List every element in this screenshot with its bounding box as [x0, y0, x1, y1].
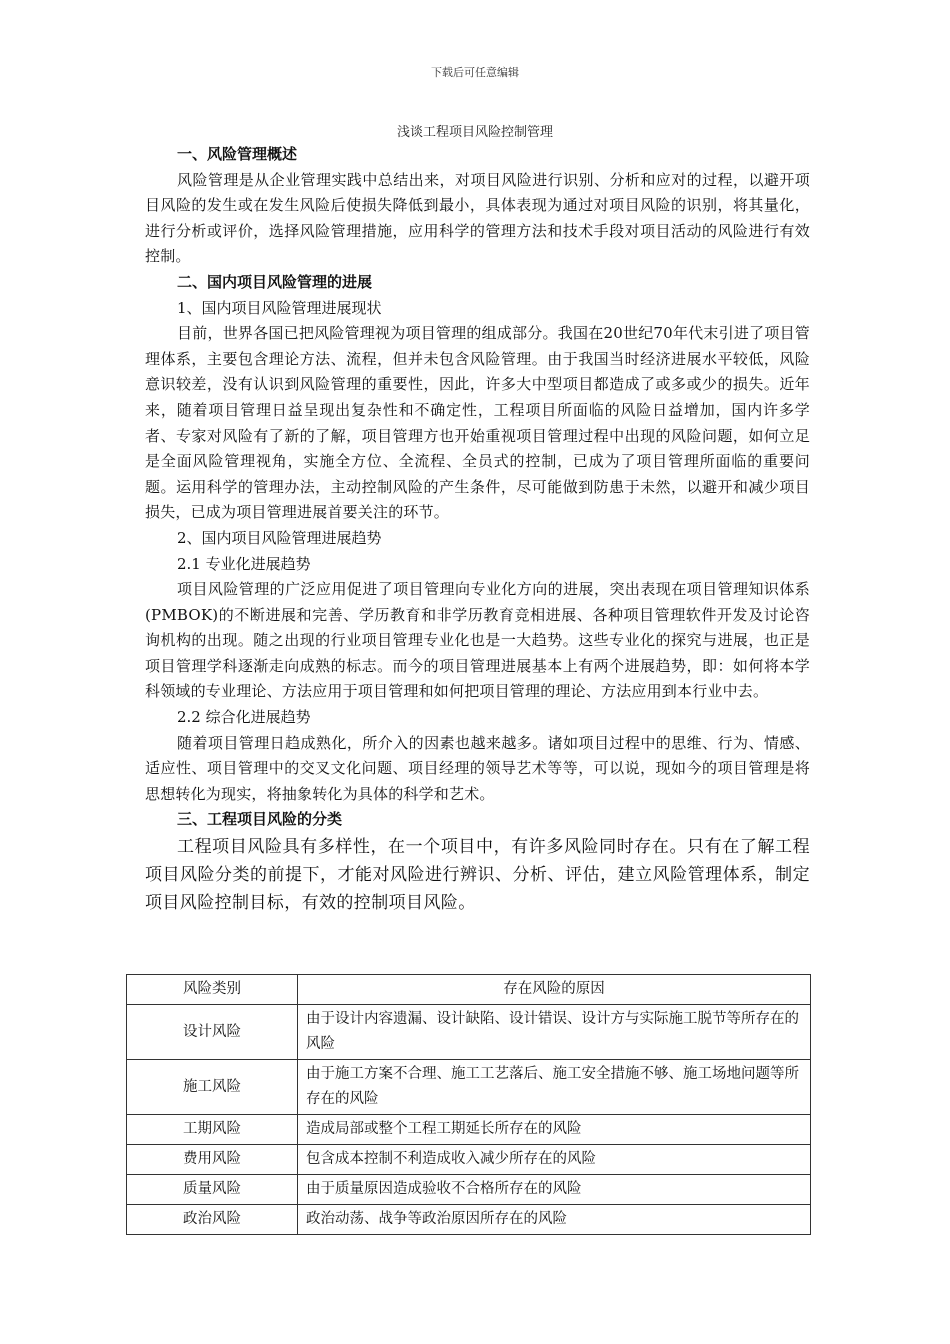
table-header-cell: 风险类别	[127, 975, 298, 1005]
table-cell-reason: 包含成本控制不利造成收入减少所存在的风险	[298, 1145, 811, 1175]
table-row	[127, 1145, 811, 1175]
table-row	[127, 1175, 811, 1205]
table-cell-category: 政治风险	[127, 1205, 298, 1235]
document-title: 浅谈工程项目风险控制管理	[396, 125, 553, 140]
table-row	[127, 1060, 811, 1115]
table-cell-reason: 由于设计内容遗漏、设计缺陷、设计错误、设计方与实际施工脱节等所存在的风险	[298, 1005, 811, 1060]
section-heading-2: 二、国内项目风险管理的进展	[177, 272, 373, 291]
paragraph: 随着项目管理日趋成熟化，所介入的因素也越来越多。诸如项目过程中的思维、行为、情感、适应性、项目管理中的交叉文化问题、项目经理的领导艺术等等，可以说，现如今的项目管理是将思想转化为现实，将抽象转化为具体的科学和艺术。	[145, 733, 810, 803]
subheading: 2.1 专业化进展趋势	[177, 554, 311, 573]
risk-category-table	[126, 974, 811, 1235]
table-cell-category: 设计风险	[127, 1005, 298, 1060]
table-header-cell: 存在风险的原因	[298, 975, 811, 1005]
table-cell-reason: 造成局部或整个工程工期延长所存在的风险	[298, 1115, 811, 1145]
section-heading-3: 三、工程项目风险的分类	[177, 810, 343, 829]
paragraph: 工程项目风险具有多样性，在一个项目中，有许多风险同时存在。只有在了解工程项目风险分类的前提下，才能对风险进行辨识、分析、评估，建立风险管理体系，制定项目风险控制目标，有效的控制项目风险。	[145, 837, 810, 914]
table-cell-reason: 由于质量原因造成验收不合格所存在的风险	[298, 1175, 811, 1205]
table-row	[127, 1005, 811, 1060]
subheading: 2.2 综合化进展趋势	[177, 708, 311, 727]
page-header: 下载后可任意编辑	[431, 66, 519, 79]
table-row	[127, 1115, 811, 1145]
paragraph: 风险管理是从企业管理实践中总结出来，对项目风险进行识别、分析和应对的过程，以避开项目风险的发生或在发生风险后使损失降低到最小，具体表现为通过对项目风险的识别，将其量化，进行分析或评价，选择风险管理措施，应用科学的管理方法和技术手段对项目活动的风险进行有效控制。	[145, 170, 810, 266]
paragraph: 项目风险管理的广泛应用促进了项目管理向专业化方向的进展，突出表现在项目管理知识体系(PMBOK)的不断进展和完善、学历教育和非学历教育竞相进展、各种项目管理软件开发及讨论咨询机构的出现。随之出现的行业项目管理专业化也是一大趋势。这些专业化的探究与进展，也正是项目管理学科逐渐走向成熟的标志。而今的项目管理进展基本上有两个进展趋势，即：如何将本学科领域的专业理论、方法应用于项目管理和如何把项目管理的理论、方法应用到本行业中去。	[145, 580, 810, 701]
document-body	[145, 142, 810, 917]
table-row	[127, 1205, 811, 1235]
table-cell-category: 施工风险	[127, 1060, 298, 1115]
section-heading-1: 一、风险管理概述	[177, 145, 298, 163]
subheading: 1、国内项目风险管理进展现状	[177, 298, 382, 317]
table-cell-category: 工期风险	[127, 1115, 298, 1145]
paragraph: 目前，世界各国已把风险管理视为项目管理的组成部分。我国在20世纪70年代末引进了项目管理体系，主要包含理论方法、流程，但并未包含风险管理。由于我国当时经济进展水平较低，风险意识较差，没有认识到风险管理的重要性，因此，许多大中型项目都造成了或多或少的损失。近年来，随着项目管理日益呈现出复杂性和不确定性，工程项目所面临的风险日益增加，国内许多学者、专家对风险有了新的了解，项目管理方也开始重视项目管理过程中出现的风险问题，如何立足是全面风险管理视角，实施全方位、全流程、全员式的控制，已成为了项目管理所面临的重要问题。运用科学的管理办法，主动控制风险的产生条件，尽可能做到防患于未然，以避开和减少项目损失，已成为项目管理进展首要关注的环节。	[145, 324, 810, 522]
subheading: 2、国内项目风险管理进展趋势	[177, 528, 382, 547]
table-cell-category: 费用风险	[127, 1145, 298, 1175]
table-header-row	[127, 975, 811, 1005]
table-cell-category: 质量风险	[127, 1175, 298, 1205]
table-cell-reason: 政治动荡、战争等政治原因所存在的风险	[298, 1205, 811, 1235]
table-cell-reason: 由于施工方案不合理、施工工艺落后、施工安全措施不够、施工场地问题等所存在的风险	[298, 1060, 811, 1115]
